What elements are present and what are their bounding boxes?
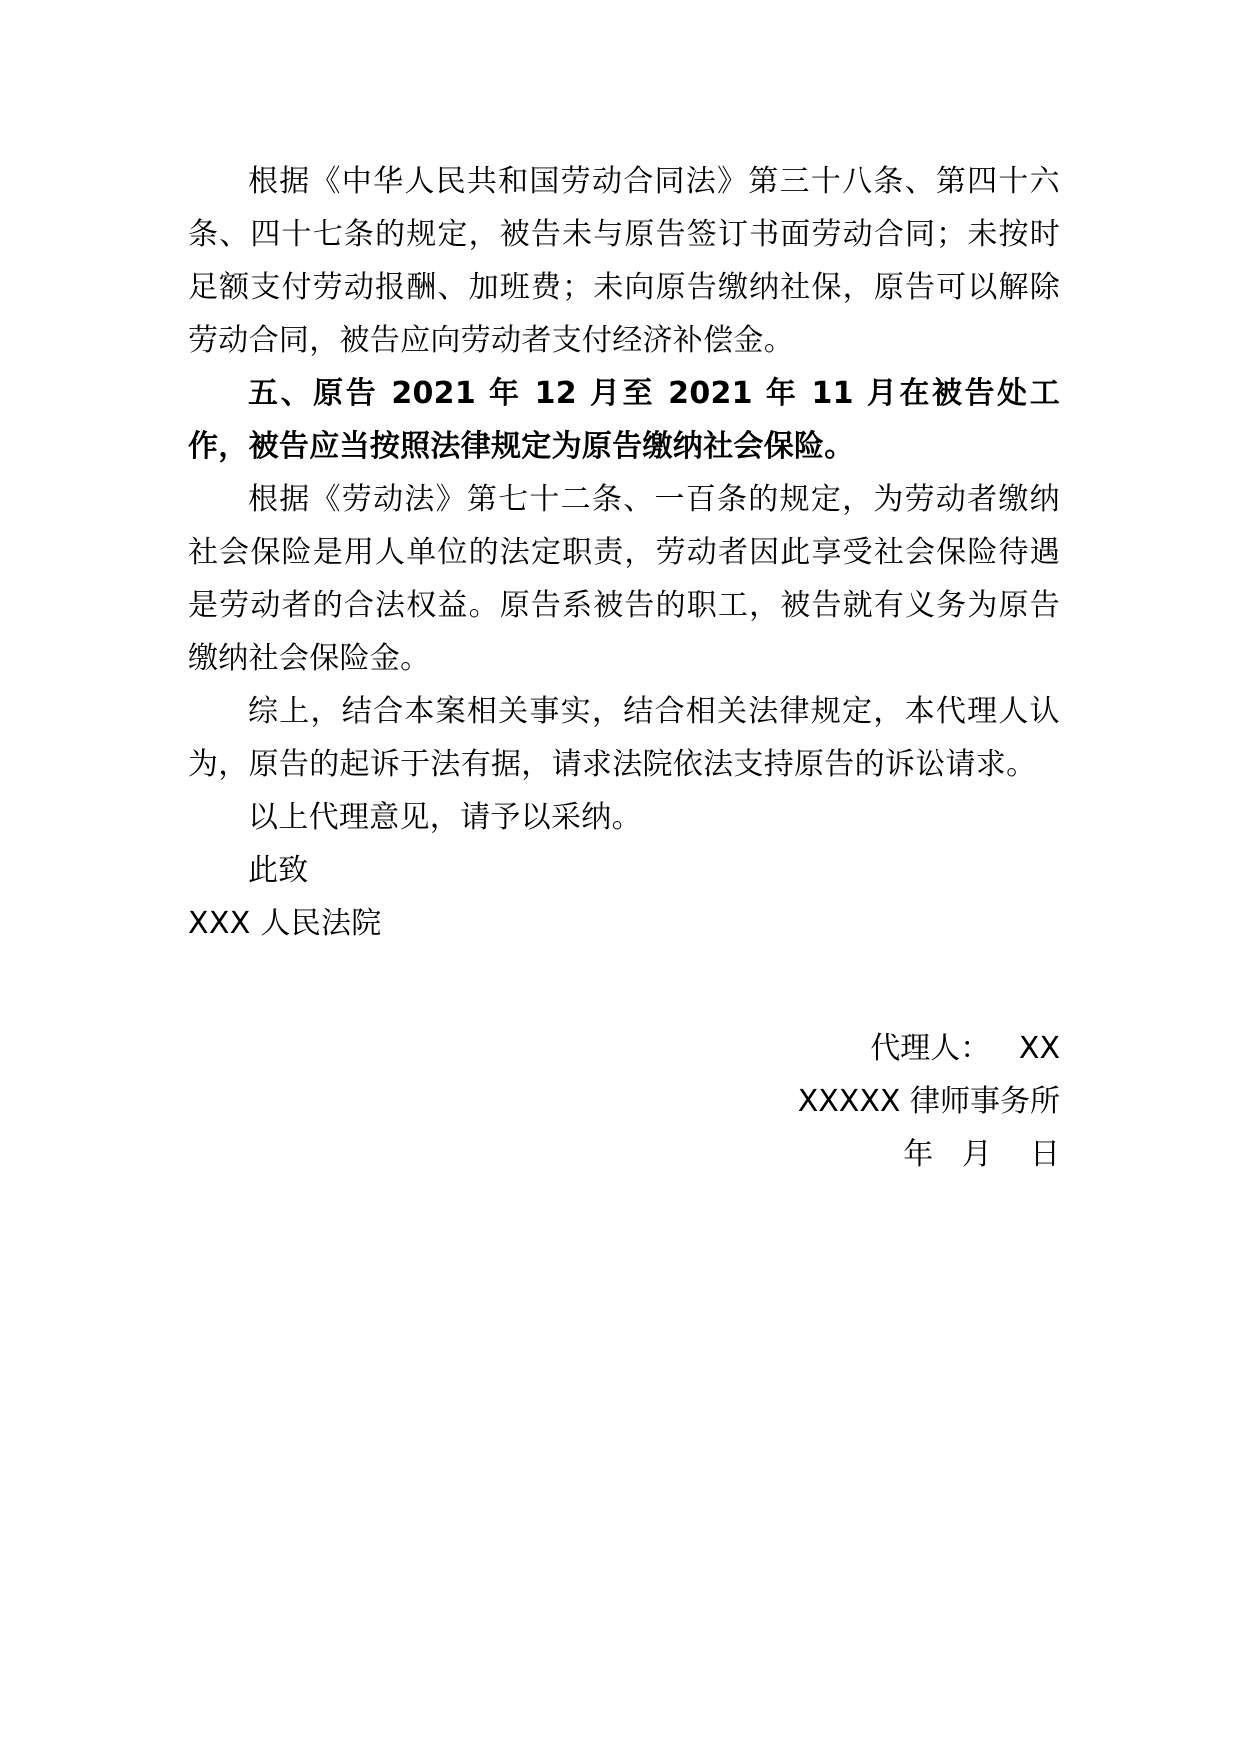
paragraph-salutation: 此致 <box>248 853 309 888</box>
paragraph-labor-law: 根据《劳动法》第七十二条、一百条的规定，为劳动者缴纳社会保险是用人单位的法定职责，劳动者因此享受社会保险待遇是劳动者的合法权益。原告系被告的职工，被告就有义务为原告缴纳社会保险金。 <box>188 482 1060 676</box>
paragraph-labor-contract-law: 根据《中华人民共和国劳动合同法》第三十八条、第四十六条、四十七条的规定，被告未与原告签订书面劳动合同；未按时足额支付劳动报酬、加班费；未向原告缴纳社保，原告可以解除劳动合同，被告应向劳动者支付经济补偿金。 <box>188 164 1060 358</box>
paragraph-request-adoption: 以上代理意见，请予以采纳。 <box>248 800 642 835</box>
paragraph-conclusion: 综上，结合本案相关事实，结合相关法律规定，本代理人认为，原告的起诉于法有据，请求法院依法支持原告的诉讼请求。 <box>188 694 1060 782</box>
signature-block <box>798 1022 1060 1181</box>
law-firm-line: XXXXX 律师事务所 <box>797 1084 1060 1119</box>
paragraph-court-name: XXX 人民法院 <box>188 906 382 941</box>
agent-line: 代理人： XX <box>870 1031 1060 1066</box>
date-line: 年 月 日 <box>903 1137 1060 1172</box>
section-heading-social-insurance: 五、原告 2021 年 12 月至 2021 年 11 月在被告处工作，被告应当按照法律规定为原告缴纳社会保险。 <box>188 376 1060 464</box>
document-body <box>188 155 1060 950</box>
